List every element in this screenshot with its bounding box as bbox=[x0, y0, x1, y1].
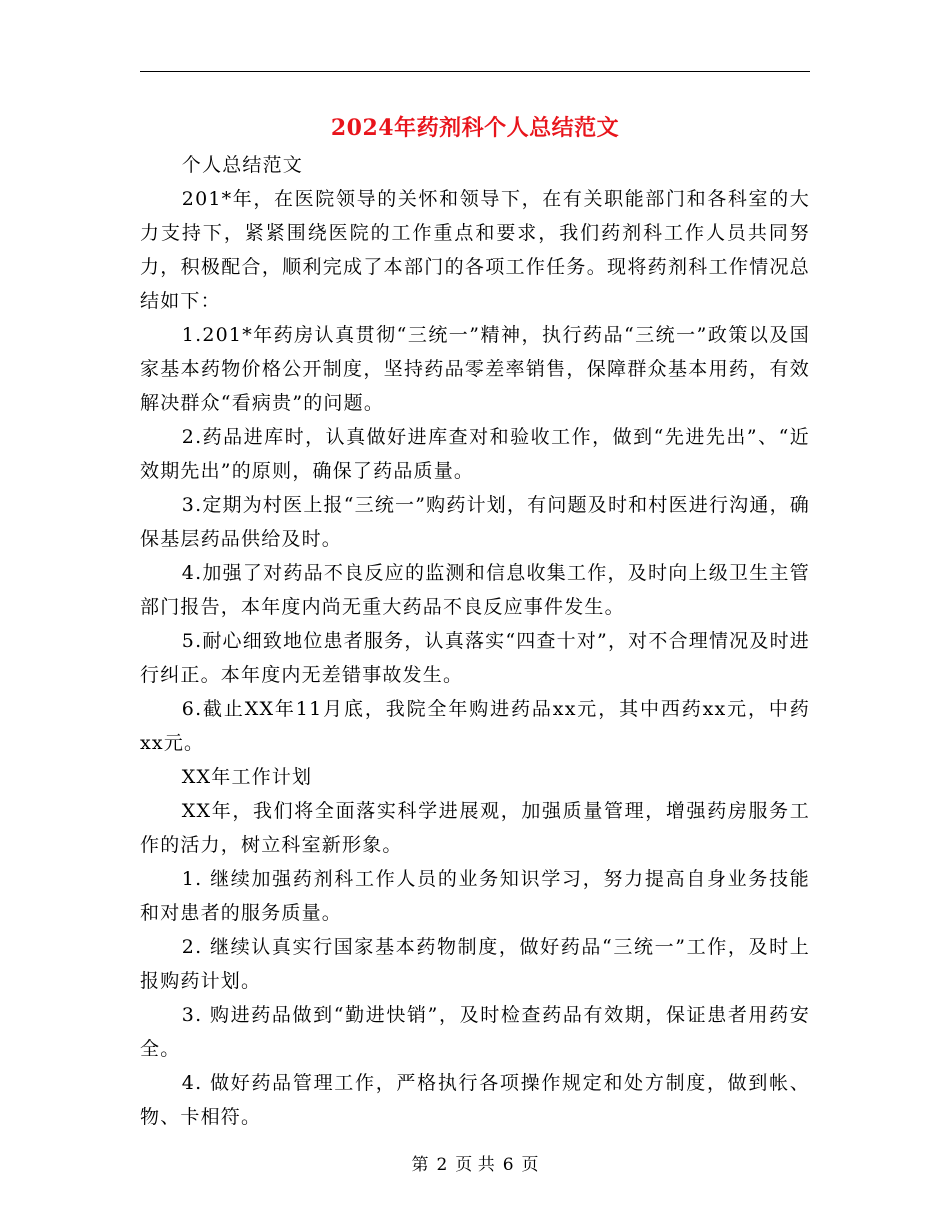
section-heading-plan: XX年工作计划 bbox=[181, 766, 313, 788]
paragraph-item-3: 3.定期为村医上报“三统一”购药计划，有问题及时和村医进行沟通，确保基层药品供给及时。 bbox=[140, 494, 810, 550]
paragraph-plan-3: 3. 购进药品做到“勤进快销”，及时检查药品有效期，保证患者用药安全。 bbox=[140, 1004, 810, 1060]
paragraph-item-4: 4.加强了对药品不良反应的监测和信息收集工作，及时向上级卫生主管部门报告，本年度内尚无重大药品不良反应事件发生。 bbox=[140, 562, 810, 618]
document-title: 2024年药剂科个人总结范文 bbox=[330, 115, 620, 141]
page-footer bbox=[0, 1153, 950, 1177]
paragraph-plan-intro: XX年，我们将全面落实科学进展观，加强质量管理，增强药房服务工作的活力，树立科室新形象。 bbox=[140, 800, 810, 856]
paragraph-plan-2: 2. 继续认真实行国家基本药物制度，做好药品“三统一”工作，及时上报购药计划。 bbox=[140, 936, 810, 992]
header-rule bbox=[140, 71, 810, 72]
paragraph-plan-4: 4. 做好药品管理工作，严格执行各项操作规定和处方制度，做到帐、物、卡相符。 bbox=[140, 1072, 810, 1128]
footer-prefix: 第 bbox=[411, 1155, 429, 1175]
paragraph-subtitle: 个人总结范文 bbox=[181, 154, 303, 176]
paragraph-intro: 201*年，在医院领导的关怀和领导下，在有关职能部门和各科室的大力支持下，紧紧围绕医院的工作重点和要求，我们药剂科工作人员共同努力，积极配合，顺利完成了本部门的各项工作任务。现将药剂科工作情况总结如下： bbox=[140, 188, 810, 312]
paragraph-item-2: 2.药品进库时，认真做好进库查对和验收工作，做到“先进先出”、“近效期先出”的原则，确保了药品质量。 bbox=[140, 426, 810, 482]
footer-page-number: 2 bbox=[436, 1155, 448, 1175]
footer-middle: 页 共 bbox=[455, 1155, 495, 1175]
paragraph-item-1: 1.201*年药房认真贯彻“三统一”精神，执行药品“三统一”政策以及国家基本药物价格公开制度，坚持药品零差率销售，保障群众基本用药，有效解决群众“看病贵”的问题。 bbox=[140, 324, 810, 414]
document-body bbox=[140, 148, 810, 1134]
footer-total-pages: 6 bbox=[502, 1155, 514, 1175]
paragraph-plan-1: 1. 继续加强药剂科工作人员的业务知识学习，努力提高自身业务技能和对患者的服务质量。 bbox=[140, 868, 810, 924]
footer-suffix: 页 bbox=[521, 1155, 539, 1175]
paragraph-item-5: 5.耐心细致地位患者服务，认真落实“四查十对”，对不合理情况及时进行纠正。本年度内无差错事故发生。 bbox=[140, 630, 810, 686]
paragraph-item-6: 6.截止XX年11月底，我院全年购进药品xx元，其中西药xx元，中药xx元。 bbox=[140, 698, 810, 754]
